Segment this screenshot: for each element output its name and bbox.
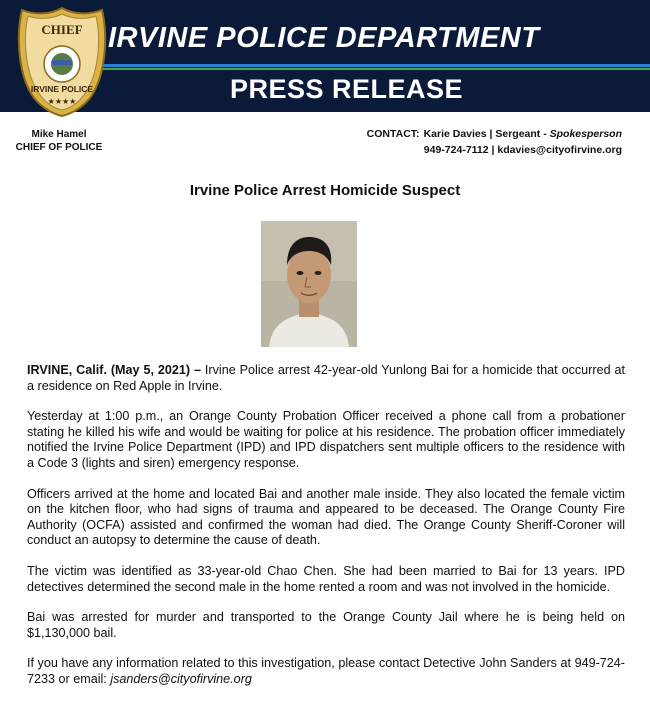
paragraph-lead xyxy=(27,363,625,394)
badge-stars: ★★★★ xyxy=(47,97,77,106)
contact-request-text: If you have any information related to this investigation, please contact Detective John Sanders at 949-724-7233 or email: xyxy=(27,656,625,686)
contact-label: CONTACT: xyxy=(366,128,420,140)
chief-badge-logo xyxy=(16,6,108,118)
paragraph-4: The victim was identified as 33-year-old Chao Chen. She had been married to Bai for 13 years. IPD detectives determined the second male in the home rented a room and was not involved in the homicide. xyxy=(27,563,625,594)
banner-stripe-blue xyxy=(100,64,650,67)
paragraph-5: Bai was arrested for murder and transported to the Orange County Jail where he is being held on $1,130,000 bail. xyxy=(27,610,625,640)
paragraph-3: Officers arrived at the home and located Bai and another male inside. They also located the female victim on the kitchen floor, who had signs of trauma and appeared to be deceased. The Orange County Fire Authority (OCFA) assisted and confirmed the woman had died. The Orange County Sheriff-Coroner will conduct an autopsy to determine the cause of death. xyxy=(27,486,625,548)
release-headline: Irvine Police Arrest Homicide Suspect xyxy=(189,182,461,199)
chief-name: Mike Hamel xyxy=(31,129,87,140)
badge-top-text: CHIEF xyxy=(41,22,83,37)
paragraph-2: Yesterday at 1:00 p.m., an Orange County Probation Officer received a phone call from a probationer stating he killed his wife and would be waiting for police at his residence. The probation officer immediately notified the Irvine Police Department (IPD) and IPD dispatchers sent multiple officers to the residence with a Code 3 (lights and siren) emergency response. xyxy=(27,409,625,470)
paragraph-6 xyxy=(27,656,625,687)
lead-text: Irvine Police arrest 42-year-old Yunlong Bai for a homicide that occurred at a residence on Red Apple in Irvine. xyxy=(27,363,625,393)
contact-name-rank: Karie Davies | Sergeant - xyxy=(423,128,550,140)
banner-stripe-green xyxy=(100,68,650,70)
contact-phone-email[interactable]: 949-724-7112 | kdavies@cityofirvine.org xyxy=(423,144,622,156)
badge-bottom-text: IRVINE POLICE xyxy=(30,84,94,94)
department-title: IRVINE POLICE DEPARTMENT xyxy=(108,22,540,54)
dateline: IRVINE, Calif. (May 5, 2021) – xyxy=(27,363,201,377)
press-release-title: PRESS RELEASE xyxy=(230,74,464,104)
detective-email-link[interactable]: jsanders@cityofirvine.org xyxy=(110,671,252,686)
suspect-mugshot xyxy=(261,221,357,347)
contact-role: Spokesperson xyxy=(549,128,622,140)
chief-info xyxy=(0,128,118,154)
contact-info xyxy=(367,126,622,158)
chief-title: CHIEF OF POLICE xyxy=(15,142,103,153)
release-body xyxy=(27,363,625,703)
